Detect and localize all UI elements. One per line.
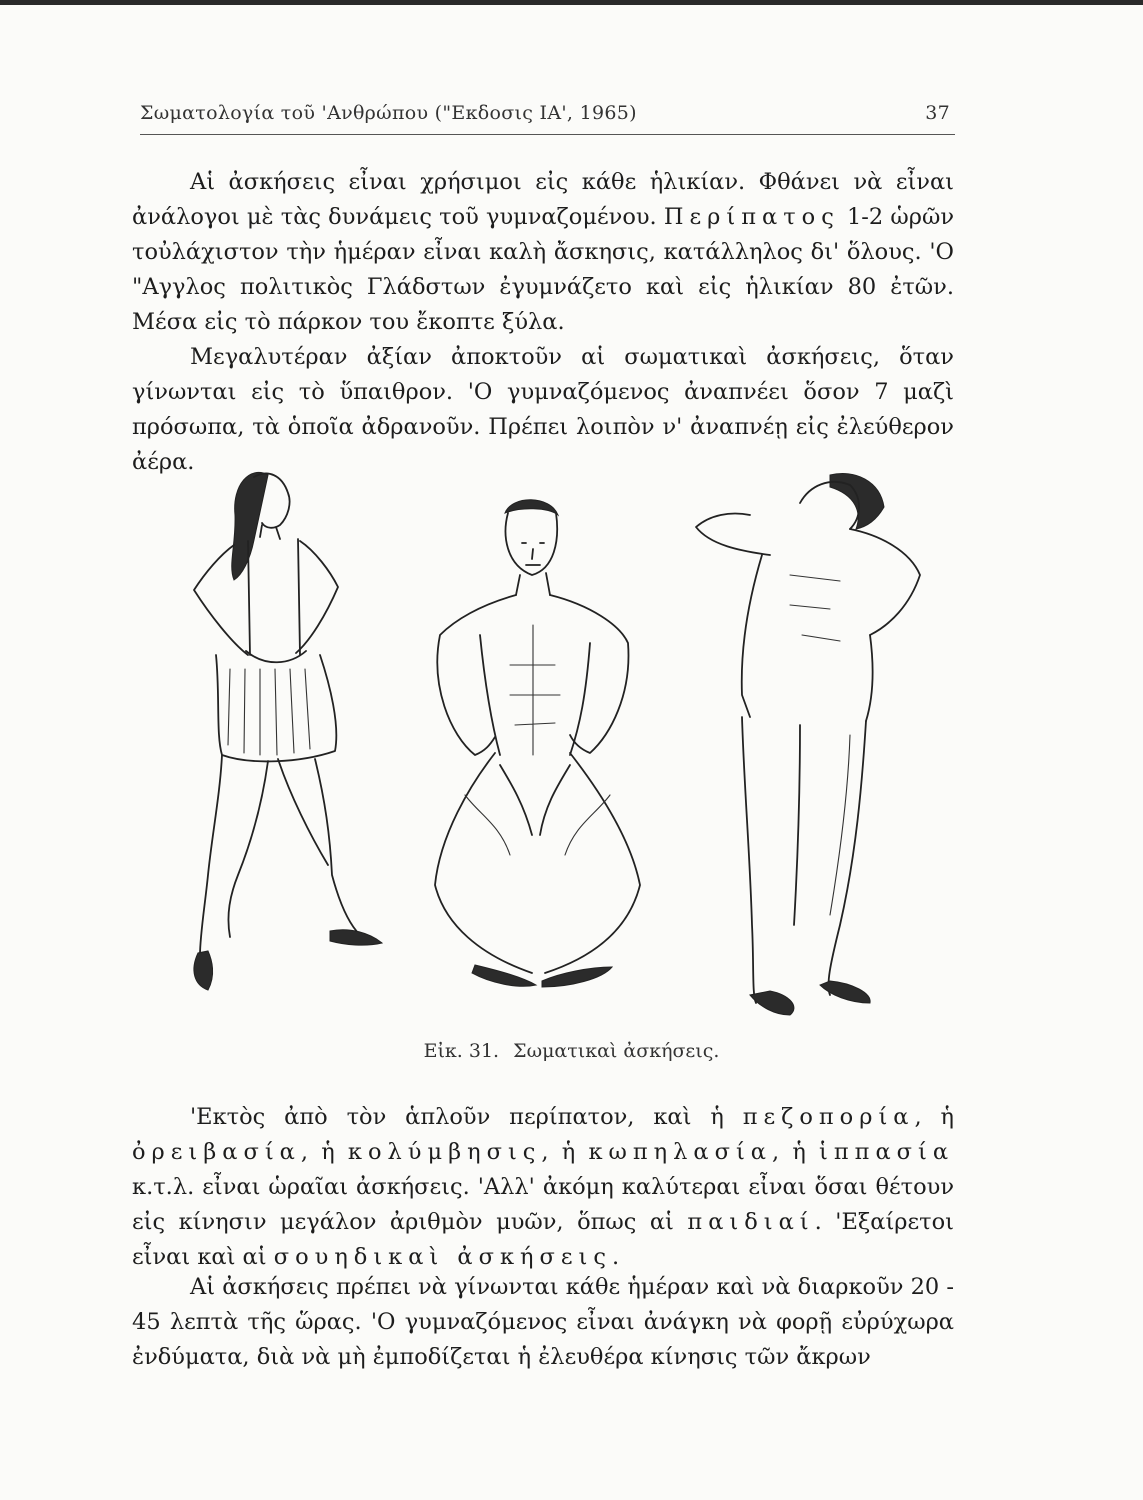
paragraph-3-sep-3: , ἡ xyxy=(541,1139,576,1165)
paragraph-3-text-cont-2: . 'Εξαίρετοι εἶναι καὶ αἱ xyxy=(132,1209,954,1270)
emphasis-swedish-exercises: σουηδικαὶ ἀσκήσεις xyxy=(273,1244,612,1270)
paragraph-3 xyxy=(132,1100,954,1275)
paragraph-4 xyxy=(132,1270,954,1375)
emphasis-kolymvisis: κολύμβησις xyxy=(347,1139,542,1165)
emphasis-paidiai: παιδιαί xyxy=(687,1209,815,1235)
man-squat-figure xyxy=(435,500,640,987)
paragraph-1 xyxy=(132,165,954,340)
paragraph-3-text-cont: κ.τ.λ. εἶναι ὡραῖαι ἀσκήσεις. 'Αλλ' ἀκόμη καλύτεραι εἶναι ὅσαι θέτουν εἰς κίνησιν μεγάλον ἀριθμὸν μυῶν, ὅπως αἱ xyxy=(132,1174,954,1235)
header-rule xyxy=(140,134,955,135)
woman-figure xyxy=(194,472,382,990)
emphasis-peripatos: Περίπατος xyxy=(663,204,840,230)
paragraph-1-text-cont: 1-2 ὡρῶν τοὐλάχιστον τὴν ἡμέραν εἶναι καλὴ ἄσκησις, κατάλληλος δι' ὅλους. 'Ο "Αγγλος πολιτικὸς Γλάδστων ἐγυμνάζετο καὶ εἰς ἡλικίαν 80 ἐτῶν. Μέσα εἰς τὸ πάρκον του ἔκοπτε ξύλα. xyxy=(132,204,954,335)
three-figures-drawing xyxy=(150,455,950,1025)
emphasis-pezoporia: πεζοπορία xyxy=(742,1104,915,1130)
running-title: Σωματολογία τοῦ 'Ανθρώπου ("Εκδοσις ΙΑ', 1965) xyxy=(140,102,637,124)
figure-caption-text: Σωματικαὶ ἀσκήσεις. xyxy=(513,1040,720,1062)
figure-caption xyxy=(0,1040,1143,1062)
scan-edge xyxy=(0,0,1143,5)
paragraph-3-sep-4: , ἡ xyxy=(771,1139,806,1165)
paragraph-1-text: Αἱ ἀσκήσεις εἶναι χρήσιμοι εἰς κάθε ἡλικίαν. Φθάνει νὰ εἶναι ἀνάλογοι μὲ τὰς δυνάμεις τοῦ γυμναζομένου. xyxy=(132,169,954,230)
paragraph-2-text: Μεγαλυτέραν ἀξίαν ἀποκτοῦν αἱ σωματικαὶ ἀσκήσεις, ὅταν γίνωνται εἰς τὸ ὕπαιθρον. 'Ο γυμναζόμενος ἀναπνέει ὅσον 7 μαζὶ πρόσωπα, τὰ ὁποῖα ἀδρανοῦν. Πρέπει λοιπὸν ν' ἀναπνέῃ εἰς ἐλεύθερον ἀέρα. xyxy=(132,344,954,475)
paragraph-3-sep-1: , ἡ xyxy=(914,1104,954,1130)
emphasis-ippasia: ἱππασία xyxy=(819,1139,955,1165)
exercise-illustration xyxy=(150,455,950,1025)
paragraph-3-text: 'Εκτὸς ἀπὸ τὸν ἁπλοῦν περίπατον, καὶ ἡ xyxy=(190,1104,724,1130)
paragraph-4-text: Αἱ ἀσκήσεις πρέπει νὰ γίνωνται κάθε ἡμέραν καὶ νὰ διαρκοῦν 20 - 45 λεπτὰ τῆς ὥρας. 'Ο γυμναζόμενος εἶναι ἀνάγκη νὰ φορῇ εὐρύχωρα ἐνδύματα, διὰ νὰ μὴ ἐμποδίζεται ἡ ἐλευθέρα κίνησις τῶν ἄκρων xyxy=(132,1274,954,1370)
paragraph-3-end: . xyxy=(611,1244,620,1270)
paragraph-3-sep-2: , ἡ xyxy=(300,1139,335,1165)
emphasis-oreivasia: ὀρειβασία xyxy=(132,1139,301,1165)
man-stretch-figure xyxy=(696,473,920,1015)
figure-number: Εἰκ. 31. xyxy=(423,1040,500,1062)
running-header xyxy=(140,102,960,124)
page-number: 37 xyxy=(925,102,950,124)
emphasis-kopilasia: κωπηλασία xyxy=(588,1139,772,1165)
